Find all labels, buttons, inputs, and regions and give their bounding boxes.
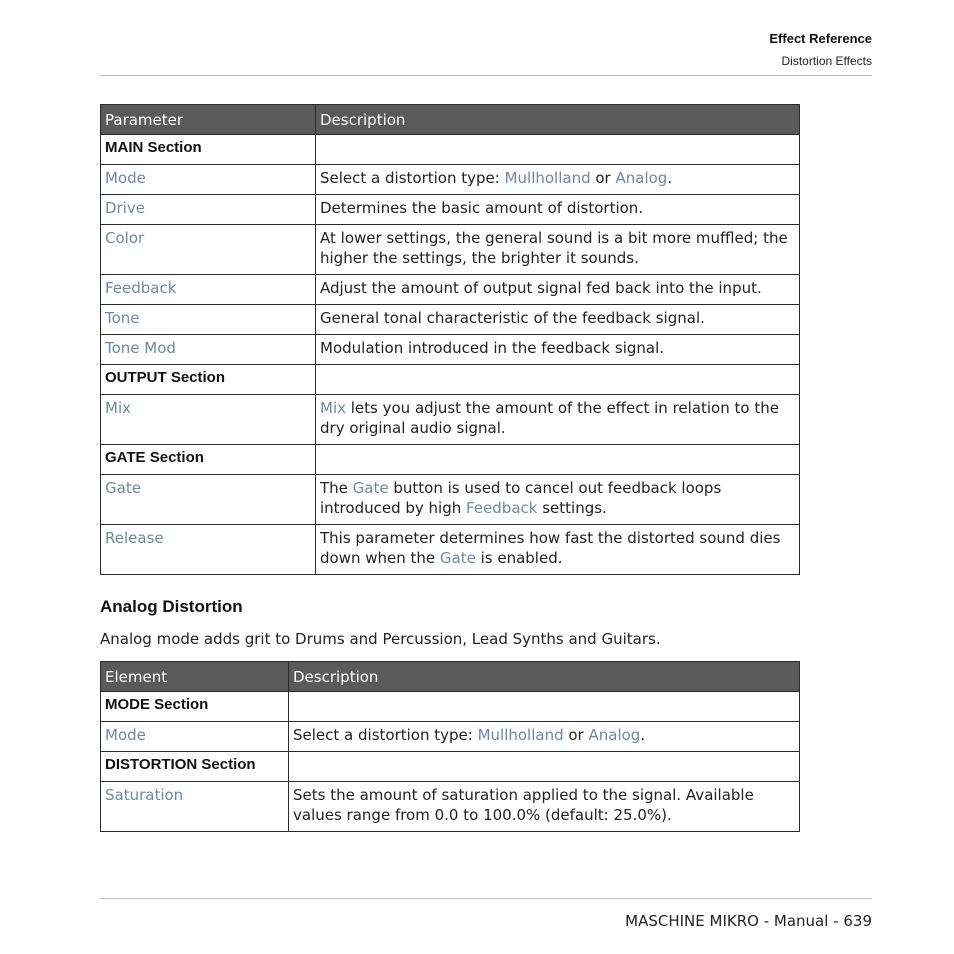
parameter-table (100, 104, 800, 575)
parameter-name: Drive (101, 195, 316, 225)
element-table (100, 661, 800, 832)
table-row (101, 722, 800, 752)
description-cell (316, 365, 800, 395)
description-cell (289, 722, 800, 752)
description-text: is enabled. (475, 549, 563, 567)
column-header-description: Description (316, 105, 800, 135)
parameter-name: Tone Mod (101, 335, 316, 365)
parameter-name: Mode (101, 722, 289, 752)
description-cell (289, 782, 800, 832)
description-text: Select a distortion type: (293, 726, 478, 744)
parameter-name: Saturation (101, 782, 289, 832)
description-text: At lower settings, the general sound is a bit more muffled; the higher the settings, the brighter it sounds. (320, 229, 788, 267)
description-text: or (590, 169, 616, 187)
section-heading: Analog Distortion (100, 597, 243, 616)
section-row (101, 365, 800, 395)
section-row (101, 445, 800, 475)
parameter-link: Gate (439, 549, 476, 567)
description-text: Determines the basic amount of distortion. (320, 199, 644, 217)
table-row (101, 475, 800, 525)
parameter-link: Gate (352, 479, 389, 497)
parameter-name: Mode (101, 165, 316, 195)
section-label: MODE Section (101, 692, 289, 722)
parameter-link: Mix (320, 399, 346, 417)
table-row (101, 195, 800, 225)
description-text: or (563, 726, 589, 744)
parameter-name: Mix (101, 395, 316, 445)
table-row (101, 225, 800, 275)
running-header (769, 30, 872, 70)
parameter-link: Feedback (466, 499, 538, 517)
table-header-row (101, 105, 800, 135)
description-text: The (320, 479, 353, 497)
description-cell (316, 475, 800, 525)
section-row (101, 752, 800, 782)
parameter-link: Mullholland (477, 726, 564, 744)
parameter-link: Analog (615, 169, 668, 187)
description-cell (316, 135, 800, 165)
running-header-subtitle: Distortion Effects (781, 54, 872, 68)
description-cell (316, 165, 800, 195)
section-label: GATE Section (101, 445, 316, 475)
description-text: Sets the amount of saturation applied to the signal. Available values range from 0.0 to 100.0% (default: 25.0%). (293, 786, 754, 824)
description-cell (316, 395, 800, 445)
description-text: . (667, 169, 673, 187)
parameter-name: Gate (101, 475, 316, 525)
description-text: settings. (537, 499, 607, 517)
description-text: . (640, 726, 646, 744)
table-row (101, 782, 800, 832)
footer-divider (100, 898, 872, 899)
description-cell (289, 692, 800, 722)
table-row (101, 525, 800, 575)
description-text: Select a distortion type: (320, 169, 505, 187)
table-row (101, 395, 800, 445)
description-cell (316, 275, 800, 305)
description-text: button is used to cancel out feedback loops introduced by high (320, 479, 722, 517)
column-header-description: Description (289, 662, 800, 692)
table-row (101, 275, 800, 305)
table-row (101, 165, 800, 195)
section-label: MAIN Section (101, 135, 316, 165)
description-text: This parameter determines how fast the distorted sound dies down when the (320, 529, 781, 567)
column-header-element: Element (101, 662, 289, 692)
intro-paragraph: Analog mode adds grit to Drums and Percussion, Lead Synths and Guitars. (100, 630, 661, 648)
header-divider (100, 75, 872, 76)
parameter-link: Analog (588, 726, 641, 744)
description-cell (316, 335, 800, 365)
column-header-parameter: Parameter (101, 105, 316, 135)
description-text: lets you adjust the amount of the effect in relation to the dry original audio signal. (320, 399, 779, 437)
parameter-link: Mullholland (504, 169, 591, 187)
description-cell (316, 445, 800, 475)
parameter-name: Release (101, 525, 316, 575)
description-text: Adjust the amount of output signal fed back into the input. (320, 279, 762, 297)
description-cell (316, 525, 800, 575)
parameter-name: Color (101, 225, 316, 275)
section-label: OUTPUT Section (101, 365, 316, 395)
section-label: DISTORTION Section (101, 752, 289, 782)
page-footer: MASCHINE MIKRO - Manual - 639 (625, 912, 872, 930)
description-text: General tonal characteristic of the feedback signal. (320, 309, 705, 327)
description-cell (316, 305, 800, 335)
parameter-name: Tone (101, 305, 316, 335)
table-header-row (101, 662, 800, 692)
section-row (101, 692, 800, 722)
description-text: Modulation introduced in the feedback signal. (320, 339, 665, 357)
description-cell (316, 225, 800, 275)
description-cell (289, 752, 800, 782)
section-row (101, 135, 800, 165)
table-row (101, 335, 800, 365)
table-row (101, 305, 800, 335)
parameter-name: Feedback (101, 275, 316, 305)
running-header-title: Effect Reference (769, 31, 872, 46)
description-cell (316, 195, 800, 225)
